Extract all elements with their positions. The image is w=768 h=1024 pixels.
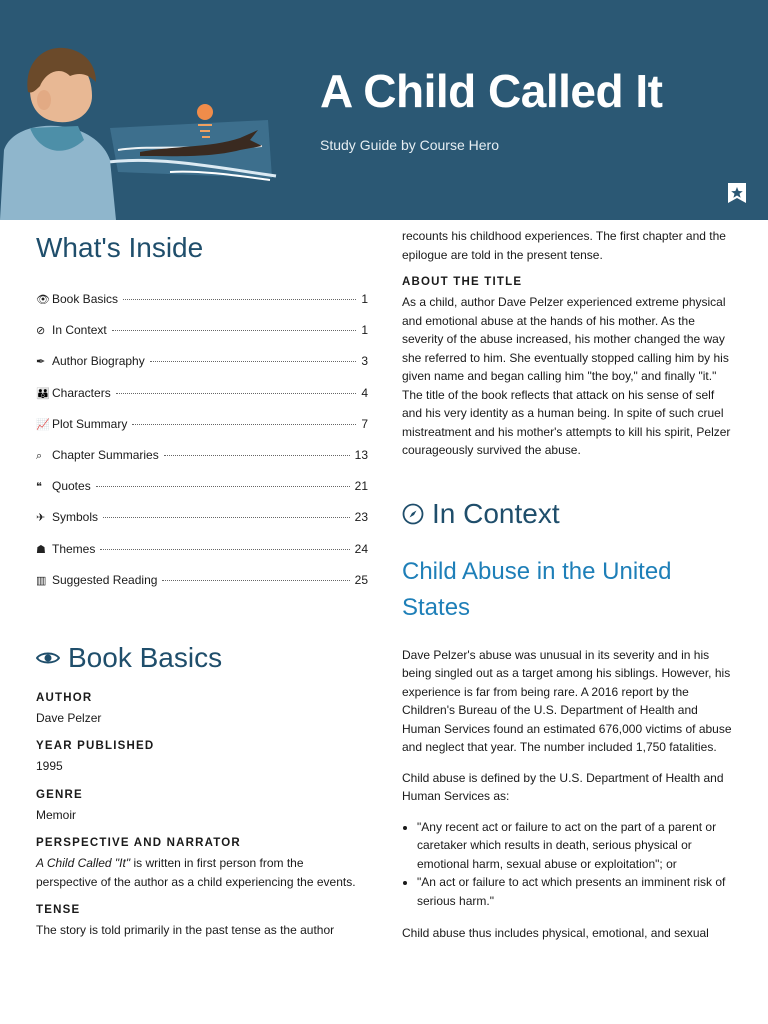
list-item: • "Any recent act or failure to act on the part of a parent or caretaker which results in death, serious physical or emotional harm, sexual abuse or exploitation"; or — [417, 818, 734, 874]
cover-illustration — [0, 0, 300, 220]
tense-label: TENSE — [36, 904, 81, 917]
toc-item-author-biography[interactable] — [36, 354, 368, 385]
perspective-text: is written in first person from the perspective of the author as a child experiencing the events. — [36, 856, 356, 889]
genre-value: Memoir — [36, 807, 77, 822]
bookmark-star-icon[interactable] — [726, 182, 748, 204]
eye-icon — [36, 650, 60, 666]
toc-page-number: 4 — [361, 385, 368, 400]
toc-item-label: Quotes — [52, 479, 91, 494]
paragraph-2: Child abuse is defined by the U.S. Department of Health and Human Services as: — [402, 770, 724, 803]
toc-item-label: Symbols — [52, 510, 99, 525]
document-subtitle: Study Guide by Course Hero — [320, 137, 499, 153]
toc-item-in-context[interactable] — [36, 323, 368, 354]
toc-page-number: 24 — [354, 541, 368, 556]
paragraph-3: Child abuse thus includes physical, emotional, and sexual — [402, 926, 709, 940]
book-basics-title: Book Basics — [68, 641, 223, 673]
toc-leader-dots — [100, 549, 349, 550]
cover-header — [0, 0, 768, 220]
toc-leader-dots — [116, 393, 357, 394]
toc-item-label: Book Basics — [52, 292, 119, 306]
tense-value: The story is told primarily in the past tense as the author — [36, 923, 335, 938]
toc-item-characters[interactable] — [36, 386, 368, 417]
toc-leader-dots — [96, 486, 350, 487]
toc-item-label: Themes — [52, 541, 96, 556]
left-column — [36, 222, 368, 953]
author-label: AUTHOR — [36, 691, 93, 704]
quote-icon: ❝ — [36, 481, 42, 494]
people-icon: 👪 — [36, 387, 50, 400]
toc-leader-dots — [103, 517, 350, 518]
author-value: Dave Pelzer — [36, 710, 102, 725]
document-title: A Child Called It — [320, 65, 663, 117]
toc-item-quotes[interactable] — [36, 479, 368, 510]
in-context-title: In Context — [432, 497, 560, 529]
toc-leader-dots — [150, 361, 357, 362]
book-basics-heading — [36, 642, 368, 674]
toc-leader-dots — [162, 580, 349, 581]
toc-page-number: 25 — [354, 572, 368, 587]
compass-icon: ⊘ — [36, 325, 46, 338]
perspective-value — [36, 854, 368, 891]
magnifier-icon: ⌕ — [36, 449, 43, 462]
table-of-contents — [36, 292, 368, 604]
toc-item-label: Suggested Reading — [52, 572, 158, 587]
toc-item-label: Characters — [52, 385, 111, 400]
in-context-heading — [402, 498, 734, 530]
toc-page-number: 13 — [354, 447, 368, 462]
toc-page-number: 1 — [361, 323, 368, 338]
toc-item-label: Plot Summary — [52, 416, 128, 431]
toc-leader-dots — [123, 299, 356, 300]
list-item: • "An act or failure to act which presents an imminent risk of serious harm." — [417, 873, 734, 910]
toc-item-themes[interactable] — [36, 542, 368, 573]
toc-item-symbols[interactable] — [36, 510, 368, 541]
toc-page-number: 23 — [354, 510, 368, 525]
eye-icon: 👁 — [36, 294, 50, 306]
masks-icon: ☗ — [36, 543, 46, 556]
right-column — [402, 222, 734, 955]
toc-page-number: 3 — [361, 354, 368, 369]
toc-leader-dots — [112, 330, 357, 331]
child-abuse-subheading: Child Abuse in the United States — [402, 557, 672, 621]
toc-page-number: 1 — [361, 292, 368, 306]
line-chart-icon: 📈 — [36, 418, 50, 431]
tense-continuation: recounts his childhood experiences. The first chapter and the epilogue are told in the present tense. — [402, 229, 726, 262]
toc-item-label: Author Biography — [52, 354, 145, 369]
toc-title: What's Inside — [36, 232, 204, 263]
book-title-italic: A Child Called "It" — [36, 856, 131, 871]
perspective-label: PERSPECTIVE AND NARRATOR — [36, 837, 241, 850]
toc-item-chapter-summaries[interactable] — [36, 448, 368, 479]
toc-item-book-basics[interactable] — [36, 292, 368, 323]
toc-item-suggested-reading[interactable] — [36, 573, 368, 604]
toc-item-plot-summary[interactable] — [36, 417, 368, 448]
toc-page-number: 21 — [354, 479, 368, 494]
toc-item-label: In Context — [52, 323, 107, 338]
year-value: 1995 — [36, 759, 63, 774]
definition-list — [402, 818, 734, 911]
toc-leader-dots — [132, 424, 356, 425]
toc-item-label: Chapter Summaries — [52, 447, 159, 462]
genre-label: GENRE — [36, 788, 83, 801]
year-label: YEAR PUBLISHED — [36, 740, 155, 753]
pen-nib-icon: ✒ — [36, 356, 46, 369]
bird-icon: ✈ — [36, 512, 46, 525]
toc-page-number: 7 — [361, 416, 368, 431]
about-title-label: ABOUT THE TITLE — [402, 276, 523, 288]
about-title-text: As a child, author Dave Pelzer experienced extreme physical and emotional abuse at the hands of his mother. As the severity of the abuse increased, his mother changed the way she referred to him. She eventually stopped calling him by his given name and began calling him "the boy," and finally "it." The title of the book reflects that attack on his sense of self and his very identity as a human being. In spite of such cruel mistreatment and his mother's attempts to kill his spirit, Pelzer courageously survived the abuse. — [402, 295, 731, 457]
books-icon: ▥ — [36, 574, 47, 587]
toc-leader-dots — [164, 455, 350, 456]
paragraph-1: Dave Pelzer's abuse was unusual in its severity and in his being singled out as a target among his siblings. However, his experience is far from being rare. A 2016 report by the Children's Bureau of the U.S. Department of Health and Human Services found an estimated 676,000 victims of abuse and neglect that year. The number included 1,750 fatalities. — [402, 647, 732, 754]
compass-icon — [402, 503, 424, 525]
